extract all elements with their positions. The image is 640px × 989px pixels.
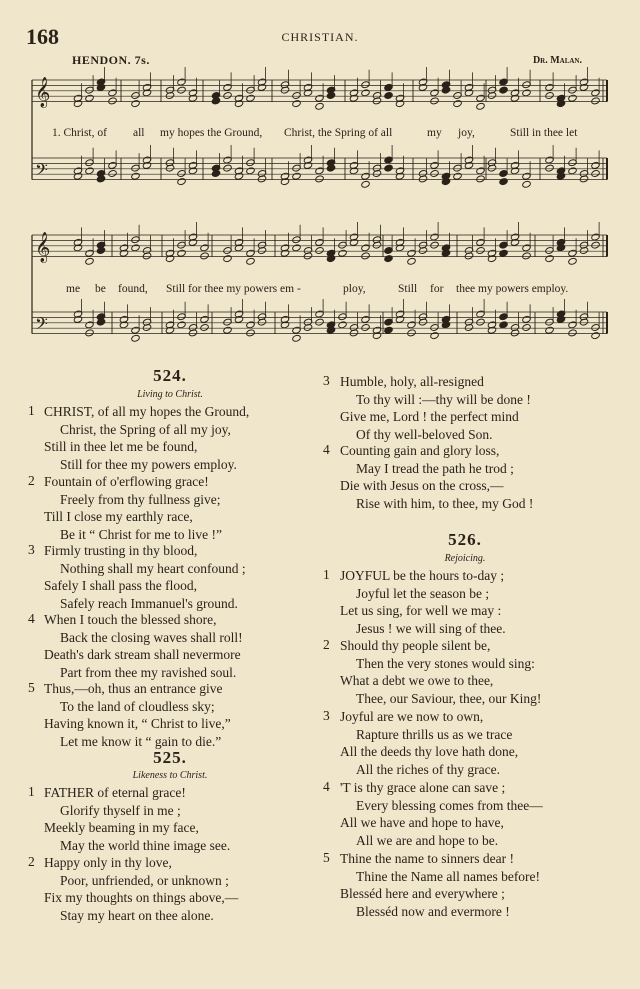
note-head — [131, 100, 140, 108]
note-head — [223, 255, 232, 263]
verse-line: Firmly trusting in thy blood, — [44, 543, 198, 558]
note-head — [131, 244, 140, 252]
note-head — [177, 321, 186, 329]
verse-line: Safely I shall pass the flood, — [44, 578, 197, 594]
hymn-number: 525. — [153, 748, 187, 767]
verse-line: Rise with him, to thee, my God ! — [356, 495, 534, 511]
verse-line: Should thy people silent be, — [340, 638, 491, 653]
note-head — [177, 178, 186, 186]
note-head — [292, 172, 301, 180]
verse-number: 4 — [323, 779, 330, 794]
note-head — [499, 321, 508, 329]
composer: Dr. Malan. — [532, 55, 582, 66]
verse-line: Fountain of o'erflowing grace! — [44, 474, 209, 489]
verse-line: Nothing shall my heart confound ; — [60, 560, 246, 576]
lyric-syllable: all — [133, 127, 145, 139]
note-head — [522, 324, 531, 332]
note-head — [591, 97, 600, 105]
verse-line: Counting gain and glory loss, — [340, 443, 500, 458]
hymn-subtitle: Rejoicing. — [444, 553, 486, 564]
note-head — [246, 329, 255, 337]
verse-line: Fix my thoughts on things above,— — [44, 890, 239, 906]
note-head — [177, 249, 186, 257]
note-head — [568, 167, 577, 175]
lyric-syllable: 1. Christ, of — [52, 127, 107, 139]
verse-number: 3 — [28, 542, 35, 557]
hymn-subtitle: Likeness to Christ. — [132, 770, 208, 781]
lyric-syllable: be — [95, 283, 106, 295]
verse-number: 2 — [28, 473, 35, 488]
lyric-syllable: Still — [398, 283, 418, 295]
verse-number: 2 — [28, 854, 35, 869]
verse-line: Still for thee my powers employ. — [60, 456, 237, 472]
verse-line: FATHER of eternal grace! — [44, 785, 186, 800]
note-head — [591, 241, 600, 249]
verse-line: Back the closing waves shall roll! — [60, 629, 243, 645]
verse-number: 1 — [28, 403, 35, 418]
verse-line: Die with Jesus on the cross,— — [340, 478, 504, 494]
lyric-syllable: me — [66, 283, 81, 295]
verse-line: All we are and hope to be. — [356, 832, 499, 848]
note-head — [223, 92, 232, 100]
note-head — [453, 100, 462, 108]
note-head — [361, 180, 370, 188]
section-title: CHRISTIAN. — [281, 30, 359, 44]
verse-line: Rapture thrills us as we trace — [356, 726, 513, 742]
note-head — [430, 170, 439, 178]
note-head — [568, 94, 577, 102]
note-head — [177, 86, 186, 94]
note-head — [591, 170, 600, 178]
note-head — [430, 332, 439, 340]
note-head — [315, 247, 324, 255]
verse-line: Humble, holy, all-resigned — [340, 374, 484, 389]
note-head — [499, 86, 508, 94]
bass-clef: 𝄢 — [35, 159, 48, 184]
verse-line: Still in thee let me be found, — [44, 439, 198, 455]
note-head — [292, 334, 301, 342]
verse-line: Of thy well-beloved Son. — [356, 426, 493, 442]
lyric-syllable: Christ, the Spring of all — [284, 127, 393, 139]
note-head — [246, 167, 255, 175]
music-score — [0, 0, 640, 370]
verse-line: Stay my heart on thee alone. — [60, 907, 214, 923]
note-head — [223, 164, 232, 172]
note-head — [522, 252, 531, 260]
note-head — [568, 257, 577, 265]
verse-line: Thine the name to sinners dear ! — [340, 851, 514, 866]
verse-line: All the deeds thy love hath done, — [340, 744, 519, 760]
verse-line: When I touch the blessed shore, — [44, 612, 217, 627]
note-head — [522, 180, 531, 188]
verse-line: Then the very stones would sing: — [356, 655, 535, 671]
verse-number: 4 — [28, 611, 35, 626]
verse-line: To the land of cloudless sky; — [60, 698, 215, 714]
note-head — [407, 257, 416, 265]
verse-line: 'T is thy grace alone can save ; — [340, 780, 506, 795]
verse-line: Happy only in thy love, — [44, 855, 172, 870]
verse-number: 2 — [323, 637, 330, 652]
verse-line: Joyful are we now to own, — [340, 709, 484, 724]
verse-line: Having known it, “ Christ to live,” — [44, 716, 231, 732]
verse-line: Give me, Lord ! the perfect mind — [340, 409, 519, 425]
note-head — [246, 94, 255, 102]
verse-line: CHRIST, of all my hopes the Ground, — [44, 404, 250, 419]
verse-line: Freely from thy fullness give; — [60, 491, 221, 507]
hymn-subtitle: Living to Christ. — [137, 389, 203, 400]
verse-line: Let me know it “ gain to die.” — [60, 733, 222, 749]
page-number: 168 — [26, 24, 59, 49]
note-head — [223, 326, 232, 334]
note-head — [476, 175, 485, 183]
hymn-number: 526. — [448, 530, 482, 549]
note-head — [591, 332, 600, 340]
note-head — [361, 324, 370, 332]
verse-line: Glorify thyself in me ; — [60, 802, 181, 818]
verse-line: Till I close my earthly race, — [44, 509, 193, 525]
note-head — [384, 92, 393, 100]
verse-line: Part from thee my ravished soul. — [60, 664, 237, 680]
lyric-syllable: Still in thee let — [510, 127, 578, 139]
note-head — [85, 94, 94, 102]
verse-number: 1 — [28, 784, 35, 799]
verse-number: 5 — [323, 850, 330, 865]
note-head — [476, 247, 485, 255]
note-head — [200, 324, 209, 332]
verse-line: May the world thine image see. — [60, 837, 231, 853]
note-head — [338, 249, 347, 257]
verse-line: Every blessing comes from thee— — [356, 797, 543, 813]
treble-clef: 𝄞 — [35, 77, 51, 108]
verse-line: To thy will :—thy will be done ! — [356, 391, 531, 407]
treble-clef: 𝄞 — [35, 232, 51, 263]
verse-line: Death's dark stream shall nevermore — [44, 647, 241, 663]
note-head — [545, 326, 554, 334]
note-head — [85, 329, 94, 337]
tune-name: HENDON. 7s. — [72, 53, 150, 67]
note-head — [407, 329, 416, 337]
verse-number: 1 — [323, 567, 330, 582]
verse-line: Let us sing, for well we may : — [340, 603, 502, 619]
note-head — [430, 241, 439, 249]
hymn-number: 524. — [153, 366, 187, 385]
note-head — [545, 92, 554, 100]
note-head — [108, 170, 117, 178]
note-head — [315, 102, 324, 110]
verse-line: Meekly beaming in my face, — [44, 820, 199, 836]
note-head — [499, 178, 508, 186]
verse-line: All we have and hope to have, — [340, 815, 504, 831]
verse-number: 3 — [323, 708, 330, 723]
note-head — [430, 97, 439, 105]
note-head — [85, 167, 94, 175]
note-head — [108, 97, 117, 105]
verse-line: What a debt we owe to thee, — [340, 673, 494, 689]
verse-line: Christ, the Spring of all my joy, — [60, 421, 231, 437]
note-head — [131, 334, 140, 342]
lyric-syllable: found, — [118, 283, 148, 295]
note-head — [545, 164, 554, 172]
lyric-syllable: my hopes the Ground, — [160, 127, 263, 139]
lyric-syllable: my — [427, 127, 442, 139]
verse-line: Thee, our Saviour, thee, our King! — [356, 690, 542, 706]
verse-line: Safely reach Immanuel's ground. — [60, 595, 238, 611]
lyric-syllable: joy, — [458, 127, 475, 139]
note-head — [545, 255, 554, 263]
verse-line: Thine the Name all names before! — [356, 868, 541, 884]
lyric-syllable: for — [430, 283, 444, 295]
lyric-syllable: Still for thee my powers em - — [166, 283, 301, 295]
note-head — [246, 257, 255, 265]
verse-number: 5 — [28, 680, 35, 695]
note-head — [292, 100, 301, 108]
lyric-syllable: thee my powers employ. — [456, 283, 569, 295]
note-head — [361, 252, 370, 260]
note-head — [85, 257, 94, 265]
lyric-syllable: ploy, — [343, 283, 366, 295]
note-head — [384, 326, 393, 334]
verse-line: Joyful let the season be ; — [356, 585, 490, 601]
verse-line: Be it “ Christ for me to live !” — [60, 526, 222, 542]
verse-line: Jesus ! we will sing of thee. — [356, 620, 506, 636]
note-head — [361, 89, 370, 97]
note-head — [338, 321, 347, 329]
verse-number: 4 — [323, 442, 330, 457]
verse-line: JOYFUL be the hours to-day ; — [340, 568, 505, 583]
note-head — [131, 172, 140, 180]
note-head — [522, 89, 531, 97]
verse-line: Blesséd now and evermore ! — [356, 903, 510, 919]
verse-number: 3 — [323, 373, 330, 388]
note-head — [453, 172, 462, 180]
note-head — [476, 318, 485, 326]
verse-line: Thus,—oh, thus an entrance give — [44, 681, 223, 696]
bass-clef: 𝄢 — [35, 313, 48, 338]
verse-line: All the riches of thy grace. — [356, 761, 500, 777]
verse-line: Blesséd here and everywhere ; — [340, 886, 505, 902]
note-head — [292, 244, 301, 252]
note-head — [499, 249, 508, 257]
note-head — [200, 252, 209, 260]
note-head — [384, 164, 393, 172]
verse-line: May I tread the path he trod ; — [356, 460, 514, 476]
note-head — [315, 175, 324, 183]
note-head — [315, 318, 324, 326]
note-head — [476, 102, 485, 110]
note-head — [568, 329, 577, 337]
note-head — [384, 255, 393, 263]
verse-line: Poor, unfriended, or unknown ; — [60, 872, 229, 888]
